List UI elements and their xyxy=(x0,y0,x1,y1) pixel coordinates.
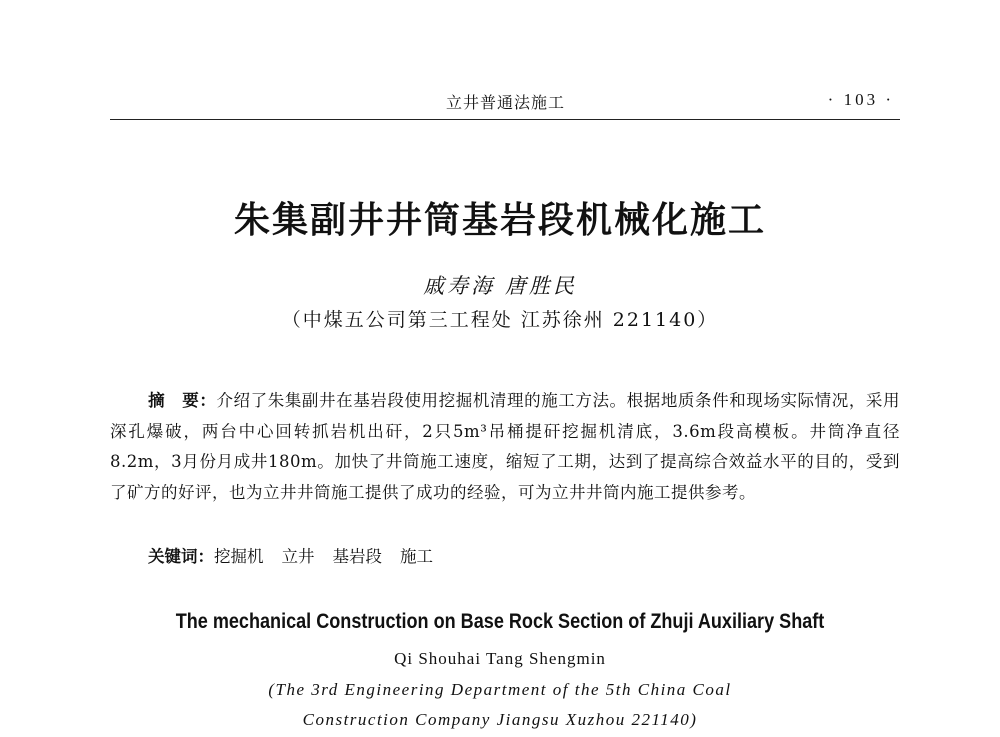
authors-en: Qi Shouhai Tang Shengmin xyxy=(394,649,606,668)
keyword: 施工 xyxy=(400,547,433,566)
keywords-label: 关键词： xyxy=(148,547,214,566)
affiliation-en-line1: (The 3rd Engineering Department of the 5th China Coal xyxy=(268,680,732,699)
article-title-en: The mechanical Construction on Base Rock Section of Zhuji Auxiliary Shaft xyxy=(175,610,825,633)
keyword: 基岩段 xyxy=(332,547,382,566)
running-title: 立井普通法施工 xyxy=(446,93,566,112)
affiliation-cn: （中煤五公司第三工程处 江苏徐州 221140） xyxy=(281,309,719,331)
keyword: 立井 xyxy=(281,547,315,566)
affiliation-en-line2: Construction Company Jiangsu Xuzhou 221140) xyxy=(302,710,698,729)
page-number: · 103 · xyxy=(827,90,894,109)
running-header xyxy=(110,86,902,116)
header-rule xyxy=(110,119,900,120)
abstract-text: 介绍了朱集副井在基岩段使用挖掘机清理的施工方法。根据地质条件和现场实际情况，采用深孔爆破，两台中心回转抓岩机出矸，2只5m³吊桶提矸挖掘机清底，3.6m段高模板。井筒净直径8.2m，3月份月成井180m。加快了井筒施工速度，缩短了工期，达到了提高综合效益水平的目的，受到了矿方的好评，也为立井井筒施工提供了成功的经验，可为立井井筒内施工提供参考。 xyxy=(110,391,901,502)
authors-cn: 戚寿海 唐胜民 xyxy=(423,274,577,298)
abstract xyxy=(110,386,900,508)
article-title-cn: 朱集副井井筒基岩段机械化施工 xyxy=(233,200,766,241)
keywords xyxy=(148,543,848,567)
keyword: 挖掘机 xyxy=(214,547,264,566)
abstract-label: 摘 要： xyxy=(148,391,217,410)
